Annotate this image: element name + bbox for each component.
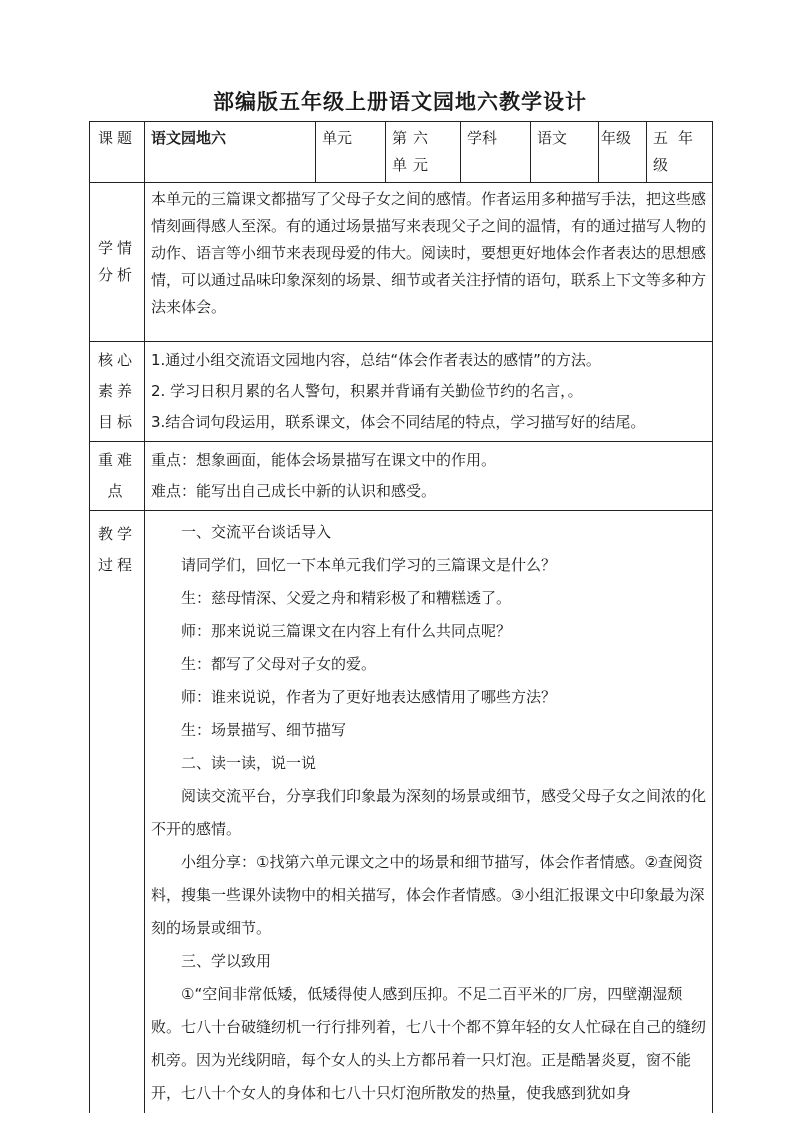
process-paragraph: 生：慈母情深、父爱之舟和精彩极了和糟糕透了。 [181, 589, 512, 607]
difficulty-label: 重难点 [90, 442, 145, 511]
process-paragraph: 小组分享：①找第六单元课文之中的场景和细节描写，体会作者情感。②查阅资料，搜集一些课外读物中的相关描写，体会作者情感。③小组汇报课文中印象最为深刻的场景或细节。 [151, 853, 705, 937]
process-paragraph: 师：那来说说三篇课文在内容上有什么共同点呢？ [181, 622, 512, 640]
process-paragraph: 生：都写了父母对子女的爱。 [181, 655, 377, 673]
analysis-label: 学情分析 [90, 183, 145, 342]
process-content [145, 511, 713, 1114]
objective-item: 3.结合词句段运用，联系课文，体会不同结尾的特点，学习描写好的结尾。 [151, 413, 646, 431]
header-row [90, 122, 713, 183]
process-paragraph: 二、读一读，说一说 [181, 754, 317, 772]
document-title: 部编版五年级上册语文园地六教学设计 [213, 90, 587, 114]
process-paragraph: 生：场景描写、细节描写 [181, 721, 347, 739]
process-paragraph: 一、交流平台谈话导入 [181, 523, 332, 541]
grade-label: 年级 [599, 122, 647, 183]
objective-item: 2. 学习日积月累的名人警句，积累并背诵有关勤俭节约的名言，。 [151, 382, 583, 400]
process-paragraph: 请同学们，回忆一下本单元我们学习的三篇课文是什么？ [181, 556, 557, 574]
analysis-row [90, 183, 713, 342]
process-paragraph: 阅读交流平台，分享我们印象最为深刻的场景或细节，感受父母子女之间浓的化不开的感情。 [151, 787, 707, 838]
analysis-text: 本单元的三篇课文都描写了父母子女之间的感情。作者运用多种描写手法，把这些感情刻画得感人至深。有的通过场景描写来表现父子之间的温情，有的通过描写人物的动作、语言等小细节来表现母爱的伟大。阅读时，要想更好地体会作者表达的思想感情，可以通过品味印象深刻的场景、细节或者关注抒情的语句，联系上下文等多种方法来体会。 [145, 183, 713, 342]
lesson-plan-table [89, 121, 713, 1113]
objective-item: 1.通过小组交流语文园地内容，总结“体会作者表达的感情”的方法。 [151, 351, 601, 369]
hard-point: 难点：能写出自己成长中新的认识和感受。 [151, 482, 437, 500]
unit-label: 单元 [316, 122, 386, 183]
difficulty-content [145, 442, 713, 511]
process-label: 教学过程 [90, 511, 145, 1114]
difficulty-row [90, 442, 713, 511]
process-paragraph: 三、学以致用 [181, 952, 272, 970]
objectives-content [145, 342, 713, 442]
objectives-label: 核心素养目标 [90, 342, 145, 442]
process-paragraph: 师：谁来说说，作者为了更好地表达感情用了哪些方法？ [181, 688, 557, 706]
subject-label: 学科 [461, 122, 531, 183]
course-label: 课题 [90, 122, 145, 183]
grade-value: 五年级 [647, 122, 713, 183]
process-row [90, 511, 713, 1114]
objectives-row [90, 342, 713, 442]
unit-value: 第六单元 [386, 122, 461, 183]
process-paragraph: ①“空间非常低矮，低矮得使人感到压抑。不足二百平米的厂房，四壁潮湿颓败。七八十台破缝纫机一行行排列着，七八十个都不算年轻的女人忙碌在自己的缝纫机旁。因为光线阴暗，每个女人的头上方都吊着一只灯泡。正是酷暑炎夏，窗不能开，七八十个女人的身体和七八十只灯泡所散发的热量，使我感到犹如身 [151, 985, 707, 1102]
key-point: 重点：想象画面，能体会场景描写在课文中的作用。 [151, 451, 497, 469]
subject-value: 语文 [531, 122, 599, 183]
course-value: 语文园地六 [145, 122, 316, 183]
